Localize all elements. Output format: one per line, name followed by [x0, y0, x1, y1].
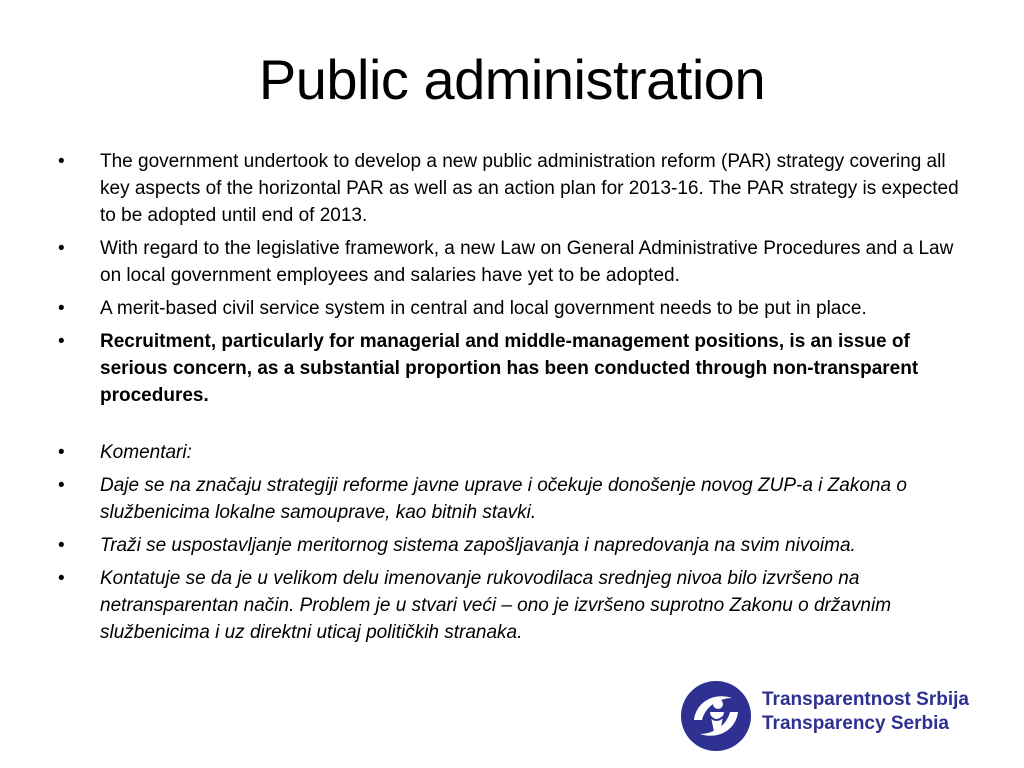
bullet-text: The government undertook to develop a new public administration reform (PAR) strategy covering all key aspects of the horizontal PAR as well as an action plan for 2013-16. The PAR strategy is expected to be adopted until end of 2013. — [100, 151, 959, 226]
bullet-item — [56, 439, 968, 466]
bullet-list — [56, 148, 968, 652]
bullet-text: Recruitment, particularly for managerial and middle-management positions, is an issue of serious concern, as a substantial proportion has been conducted through non-transparent procedures. — [100, 331, 919, 406]
logo-line-2: Transparency Serbia — [762, 713, 949, 734]
bullet-text: A merit-based civil service system in central and local government needs to be put in place. — [100, 298, 867, 319]
bullet-dot: • — [58, 568, 65, 589]
bullet-text: With regard to the legislative framework, a new Law on General Administrative Procedures and a Law on local government employees and salaries have yet to be adopted. — [100, 238, 954, 286]
slide-title: Public administration — [258, 48, 766, 111]
bullet-text: Traži se uspostavljanje meritornog sistema zapošljavanja i napredovanja na svim nivoima. — [100, 535, 856, 556]
transparency-serbia-logo — [680, 680, 1010, 750]
bullet-dot: • — [58, 151, 65, 172]
bullet-item — [56, 472, 968, 526]
bullet-item — [56, 565, 968, 646]
bullet-text: Kontatuje se da je u velikom delu imenovanje rukovodilaca srednjeg nivoa bilo izvršeno na netransparentan način. Problem je u stvari veći – ono je izvršeno suprotno Zakonu o državnim službenicima i uz direktni uticaj političkih stranaka. — [100, 568, 892, 643]
bullet-dot: • — [58, 535, 65, 556]
bullet-item — [56, 532, 968, 559]
logo-text — [762, 688, 969, 736]
bullet-item — [56, 328, 968, 409]
transparency-logo-icon — [680, 680, 752, 752]
bullet-dot: • — [58, 298, 65, 319]
bullet-text: Daje se na značaju strategiji reforme javne uprave i očekuje donošenje novog ZUP-a i Zakona o službenicima lokalne samouprave, kao bitnih stavki. — [100, 475, 907, 523]
bullet-dot: • — [58, 475, 65, 496]
logo-line-1: Transparentnost Srbija — [762, 689, 969, 710]
bullet-text: Komentari: — [100, 442, 192, 463]
bullet-dot: • — [58, 331, 65, 352]
bullet-item — [56, 295, 968, 322]
bullet-dot: • — [58, 238, 65, 259]
bullet-dot: • — [58, 442, 65, 463]
bullet-item — [56, 235, 968, 289]
bullet-item — [56, 148, 968, 229]
